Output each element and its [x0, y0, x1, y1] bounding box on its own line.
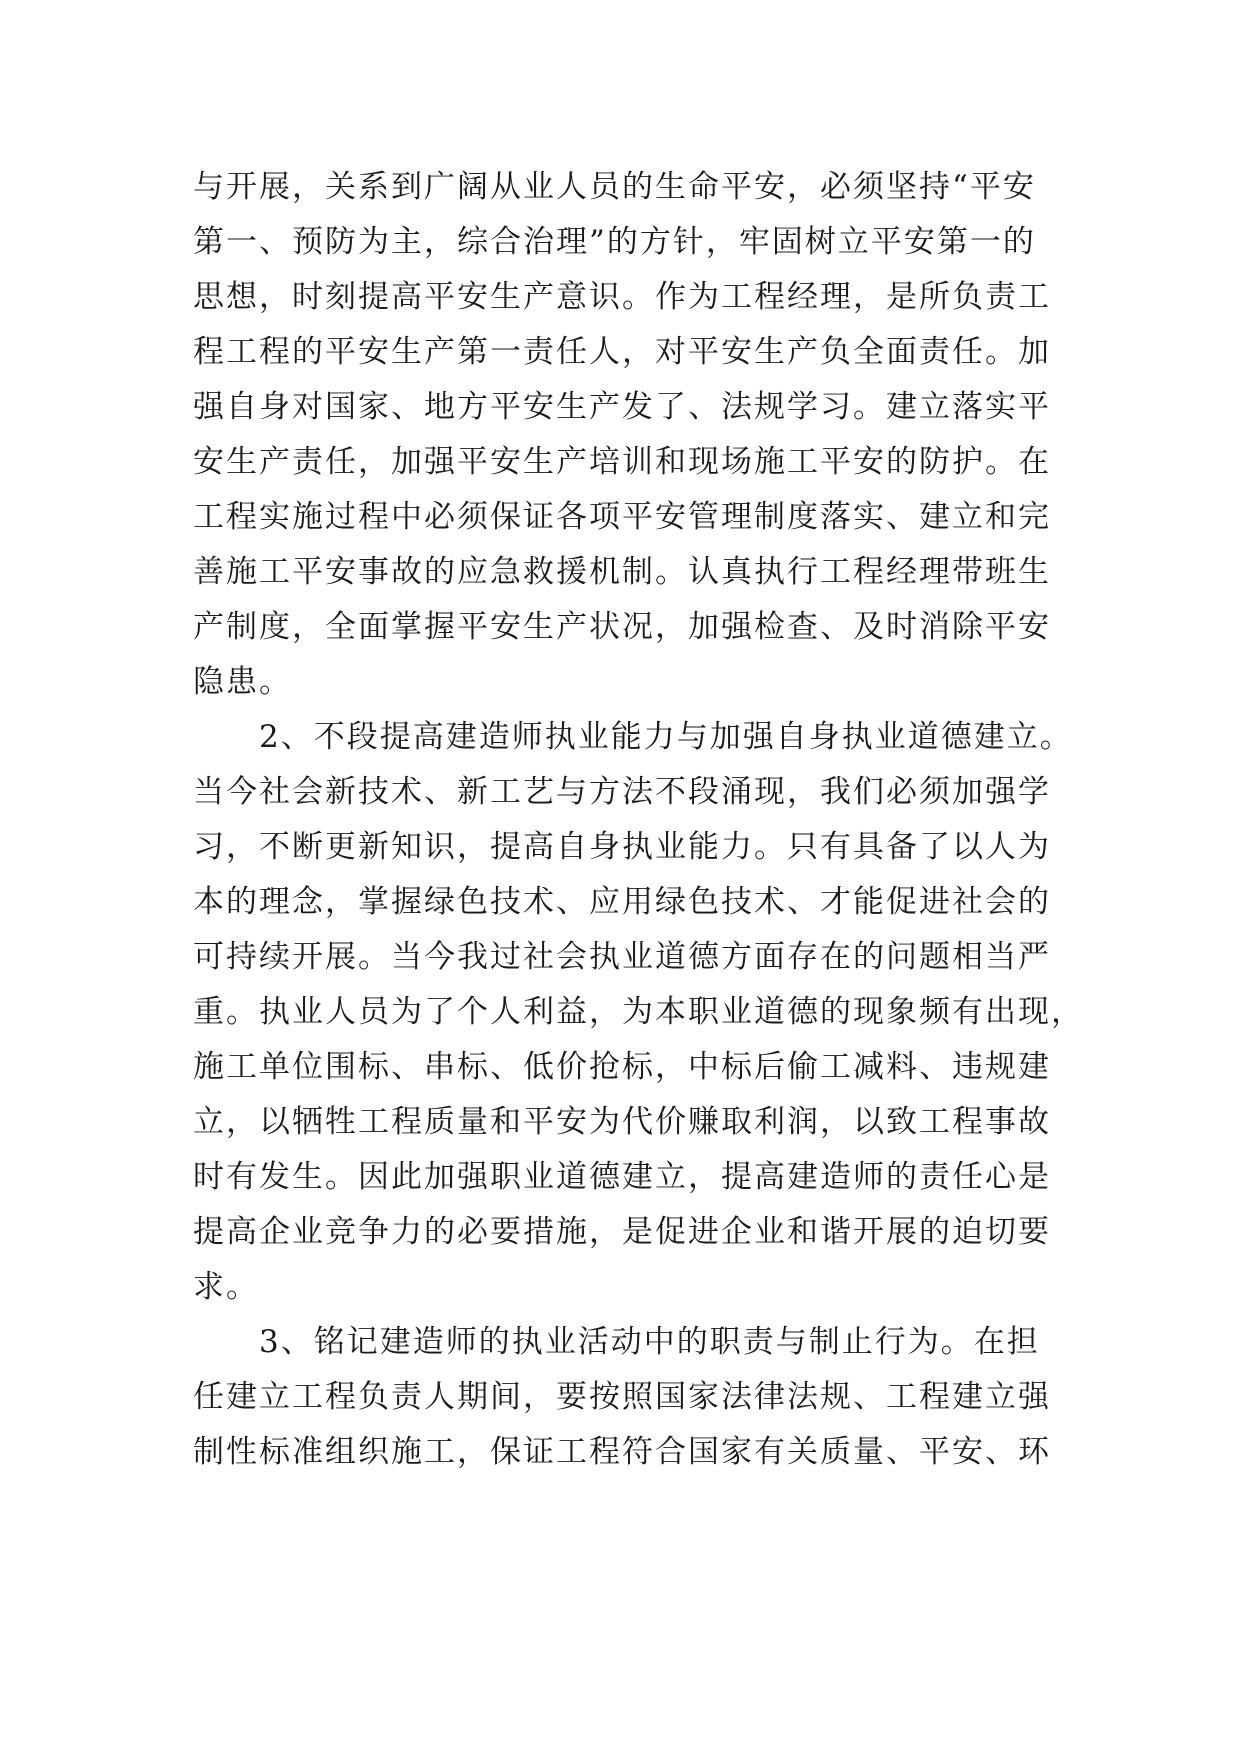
text-line: 制性标准组织施工，保证工程符合国家有关质量、平安、环	[193, 1434, 1051, 1470]
text-line: 隐患。	[193, 664, 292, 700]
document-body	[193, 160, 1084, 1480]
paragraph-duties	[193, 1315, 1073, 1480]
paragraph-safety	[193, 160, 1073, 710]
text-line: 思想，时刻提高平安生产意识。作为工程经理，是所负责工	[193, 279, 1051, 315]
text-line: 善施工平安事故的应急救援机制。认真执行工程经理带班生	[193, 554, 1051, 590]
text-line: 3、铭记建造师的执业活动中的职责与制止行为。在担	[193, 1324, 1040, 1360]
text-line: 强自身对国家、地方平安生产发了、法规学习。建立落实平	[193, 389, 1051, 425]
text-line: 第一、预防为主，综合治理”的方针，牢固树立平安第一的	[193, 224, 1036, 260]
text-line: 程工程的平安生产第一责任人，对平安生产负全面责任。加	[193, 334, 1051, 370]
text-line: 施工单位围标、串标、低价抢标，中标后偷工减料、违规建	[193, 1049, 1051, 1085]
text-line: 工程实施过程中必须保证各项平安管理制度落实、建立和完	[193, 499, 1051, 535]
text-line: 重。执业人员为了个人利益，为本职业道德的现象频有出现，	[193, 994, 1084, 1030]
text-line: 习，不断更新知识，提高自身执业能力。只有具备了以人为	[193, 829, 1051, 865]
text-line: 任建立工程负责人期间，要按照国家法律法规、工程建立强	[193, 1379, 1051, 1415]
text-line: 时有发生。因此加强职业道德建立，提高建造师的责任心是	[193, 1159, 1051, 1195]
text-line: 2、不段提高建造师执业能力与加强自身执业道德建立。	[193, 719, 1073, 755]
text-line: 与开展，关系到广阔从业人员的生命平安，必须坚持“平安	[193, 169, 1036, 205]
text-line: 当今社会新技术、新工艺与方法不段涌现，我们必须加强学	[193, 774, 1051, 810]
text-line: 本的理念，掌握绿色技术、应用绿色技术、才能促进社会的	[193, 884, 1051, 920]
text-line: 提高企业竞争力的必要措施，是促进企业和谐开展的迫切要	[193, 1214, 1051, 1250]
text-line: 产制度，全面掌握平安生产状况，加强检查、及时消除平安	[193, 609, 1051, 645]
text-line: 求。	[193, 1269, 259, 1305]
text-line: 可持续开展。当今我过社会执业道德方面存在的问题相当严	[193, 939, 1051, 975]
paragraph-ethics	[193, 710, 1084, 1315]
text-line: 立，以牺牲工程质量和平安为代价赚取利润，以致工程事故	[193, 1104, 1051, 1140]
text-line: 安生产责任，加强平安生产培训和现场施工平安的防护。在	[193, 444, 1051, 480]
